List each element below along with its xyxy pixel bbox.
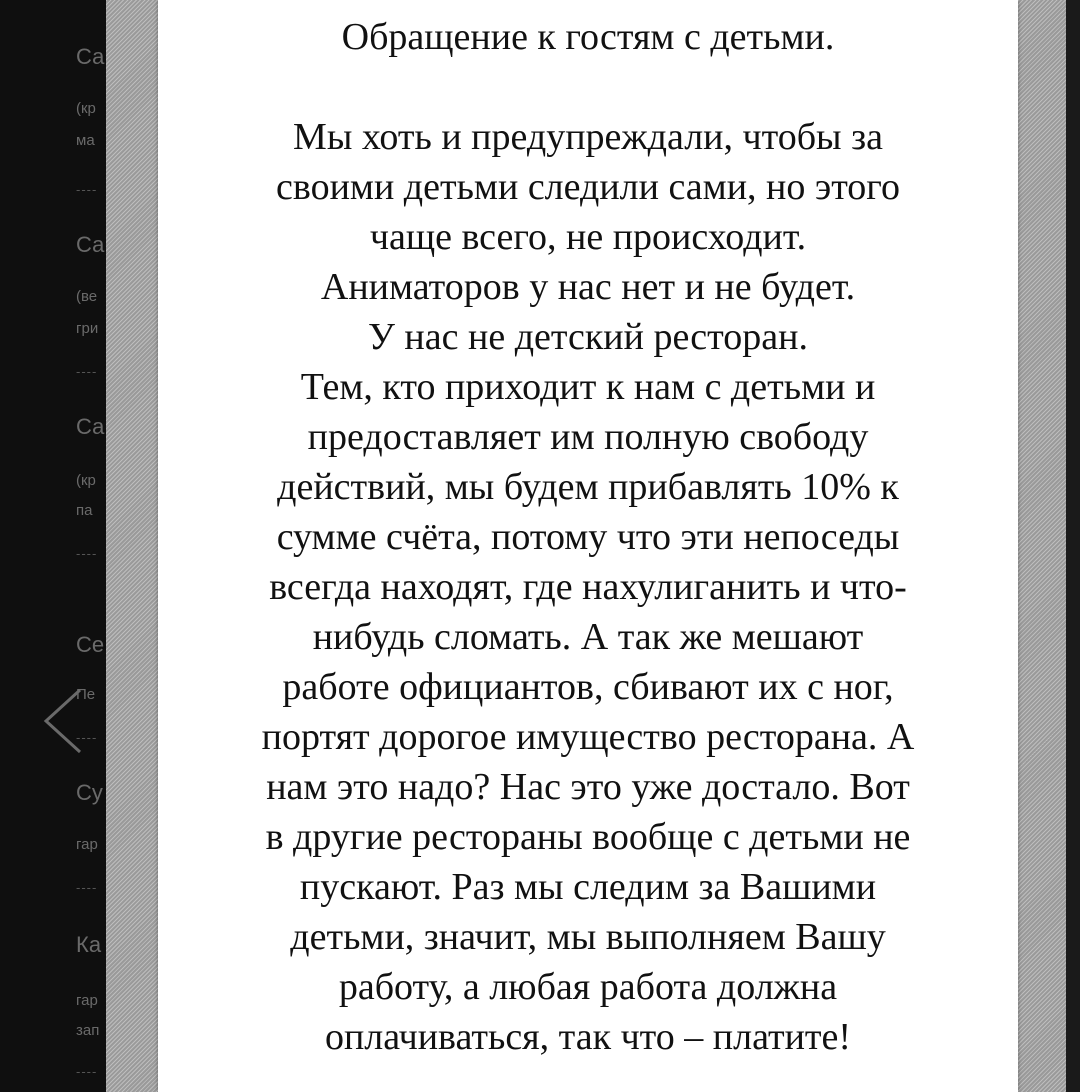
note-line: нам это надо? Нас это уже достало. Вот <box>266 766 910 808</box>
menu-item-sub: зап <box>76 1022 100 1039</box>
menu-item-sub: гар <box>76 836 98 853</box>
menu-item-sub: Пе <box>76 686 96 703</box>
menu-item-sub: (кр <box>76 100 96 117</box>
menu-item-title[interactable]: Се <box>76 632 105 657</box>
note-line: работе официантов, сбивают их с ног, <box>282 666 894 708</box>
note-line: чаще всего, не происходит. <box>369 216 807 258</box>
menu-item-title[interactable]: Ка <box>76 932 102 957</box>
menu-divider: ---- <box>76 880 98 895</box>
note-title: Обращение к гостям с детьми. <box>341 16 835 58</box>
menu-item-sub: (ве <box>76 288 98 305</box>
note-line: всегда находят, где нахулиганить и что- <box>269 566 907 608</box>
note-line: в другие рестораны вообще с детьми не <box>265 816 911 858</box>
note-line: Аниматоров у нас нет и не будет. <box>320 266 856 308</box>
note-line: действий, мы будем прибавлять 10% к <box>277 466 899 508</box>
note-line: нибудь сломать. А так же мешают <box>312 616 864 658</box>
menu-item-title[interactable]: Са <box>76 414 105 439</box>
menu-divider: ---- <box>76 730 98 745</box>
menu-item-sub: гри <box>76 320 99 337</box>
note-line: детьми, значит, мы выполняем Вашу <box>290 916 886 958</box>
menu-divider: ---- <box>76 546 98 561</box>
menu-item-title[interactable]: Са <box>76 44 105 69</box>
note-line: Мы хоть и предупреждали, чтобы за <box>293 116 883 158</box>
menu-item-sub: гар <box>76 992 98 1009</box>
note-line: портят дорогое имущество ресторана. А <box>261 716 915 758</box>
chevron-left-icon[interactable] <box>40 686 88 756</box>
note-line: Тем, кто приходит к нам с детьми и <box>300 366 876 408</box>
menu-divider: ---- <box>76 364 98 379</box>
menu-item-title[interactable]: Су <box>76 780 103 805</box>
menu-divider: ---- <box>76 1064 98 1079</box>
background-menu <box>0 0 120 1092</box>
note-line: пускают. Раз мы следим за Вашими <box>299 866 877 908</box>
menu-item-sub: ма <box>76 132 95 149</box>
menu-item-sub: (кр <box>76 472 96 489</box>
note-line: У нас не детский ресторан. <box>368 316 808 358</box>
note-line: работу, а любая работа должна <box>338 966 838 1008</box>
note-line: оплачиваться, так что – платите! <box>324 1016 852 1058</box>
menu-item-sub: па <box>76 502 93 519</box>
note-line: предоставляет им полную свободу <box>307 416 869 458</box>
note-text <box>158 12 1018 1062</box>
frame-edge <box>1066 0 1080 1092</box>
menu-item-title[interactable]: Са <box>76 232 105 257</box>
note-line: сумме счёта, потому что эти непоседы <box>276 516 900 558</box>
note-paper <box>158 0 1018 1092</box>
note-line: своими детьми следили сами, но этого <box>276 166 900 208</box>
menu-divider: ---- <box>76 182 98 197</box>
